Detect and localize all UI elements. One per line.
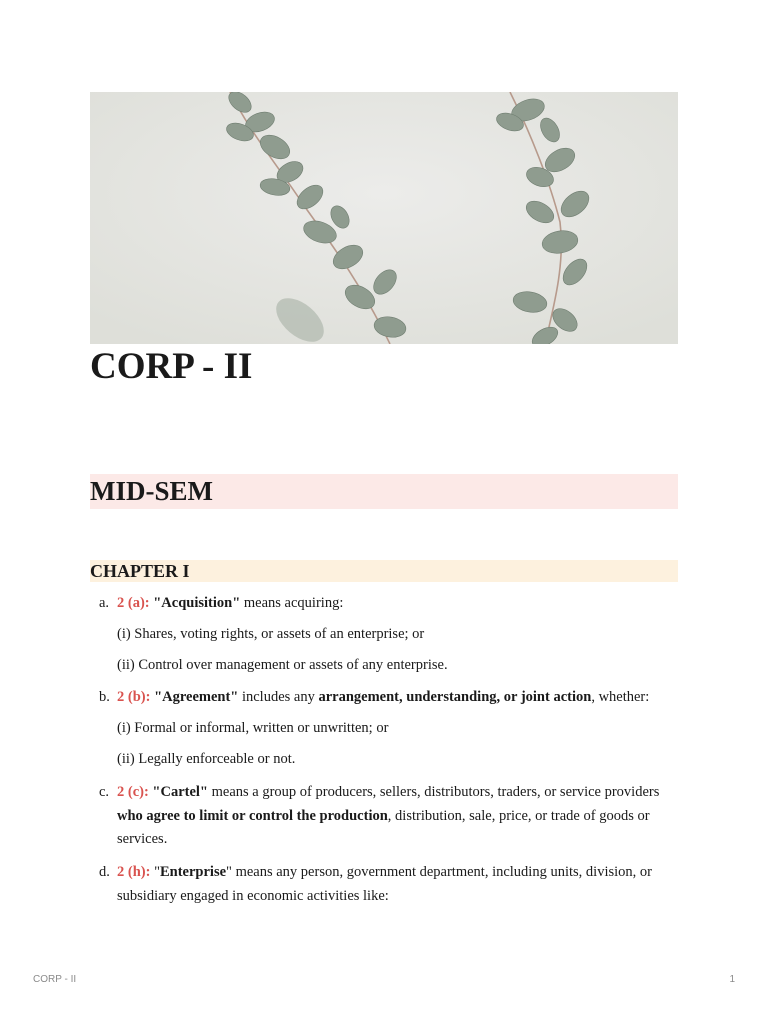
definition-text: , whether:	[591, 689, 650, 705]
list-marker: b.	[99, 689, 110, 705]
section-ref: 2 (a):	[117, 595, 150, 611]
definition-text: means acquiring:	[240, 595, 344, 611]
sub-clause: (ii) Control over management or assets of any enterprise.	[117, 657, 448, 673]
definition-text: , distribution, sale, price, or trade of goods or services.	[117, 807, 650, 847]
defined-term: Enterprise	[159, 864, 227, 880]
definition-text: means a group of producers, sellers, distributors, traders, or service providers	[207, 784, 660, 800]
sub-clause: (i) Formal or informal, written or unwritten; or	[117, 720, 389, 736]
list-item	[99, 686, 679, 710]
list-marker: a.	[99, 595, 110, 611]
defined-term: "Agreement"	[154, 689, 239, 705]
definition-text: includes any	[238, 689, 319, 705]
defined-term: "Acquisition"	[153, 595, 241, 611]
section-ref: 2 (h):	[117, 864, 151, 880]
page-number: 1	[729, 974, 735, 985]
footer-title: CORP - II	[33, 974, 77, 985]
section-ref: 2 (c):	[117, 784, 149, 800]
list-item	[99, 861, 679, 908]
section-ref: 2 (b):	[117, 689, 151, 705]
list-marker: c.	[99, 784, 110, 800]
chapter-heading: CHAPTER I	[90, 560, 678, 582]
cover-image	[90, 92, 678, 344]
emphasis-text: arrangement, understanding, or joint action	[318, 689, 592, 705]
eucalyptus-illustration	[90, 92, 678, 344]
sub-clause: (i) Shares, voting rights, or assets of an enterprise; or	[117, 626, 425, 642]
sub-clause: (ii) Legally enforceable or not.	[117, 751, 296, 767]
list-item	[99, 781, 679, 852]
list-item	[99, 592, 679, 616]
defined-term: "Cartel"	[152, 784, 208, 800]
emphasis-text: who agree to limit or control the production	[117, 807, 388, 824]
section-heading: MID-SEM	[90, 474, 678, 509]
definition-text: " means any person, government department, including units, division, or subsidiary engaged in economic activities like:	[117, 864, 652, 904]
document-title: CORP - II	[90, 346, 253, 387]
list-marker: d.	[99, 864, 110, 880]
quote-mark: "	[150, 864, 160, 880]
